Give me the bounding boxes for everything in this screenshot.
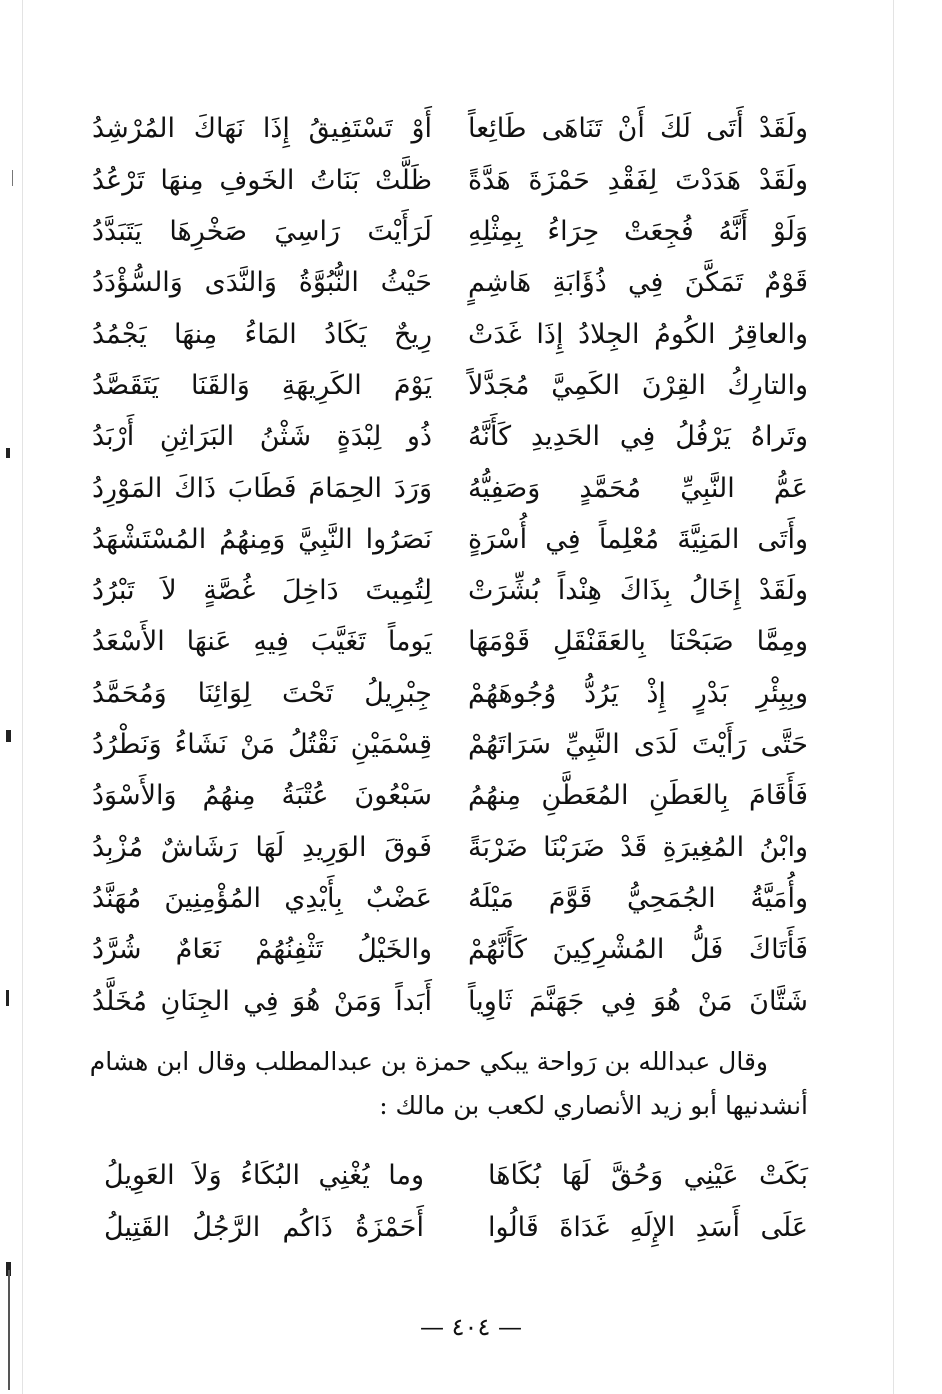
verse-second-hemistich: ذُو لِبْدَةٍ شَثْنُ البَرَاثِنِ أَرْبَدُ	[92, 421, 432, 453]
verse-second-hemistich: يَوْمَ الكَرِيهَةِ وَالقَنَا يَتَقَصَّدُ	[92, 369, 432, 401]
verse-first-hemistich: بَكَتْ عَيْنِي وَحُقَّ لَهَا بُكَاهَا	[488, 1159, 808, 1191]
verse-first-hemistich: شَتَّانَ مَنْ هُوَ فِي جَهَنَّمَ ثَاوِياً	[468, 985, 808, 1017]
verse-second-hemistich: وَرَدَ الحِمَامَ فَطَابَ ذَاكَ المَوْرِدُ	[92, 472, 432, 504]
verse	[92, 463, 808, 514]
verse	[92, 771, 808, 822]
scan-speck	[6, 990, 9, 1006]
poem-hamza	[92, 104, 808, 1027]
verse-second-hemistich: أَوْ تَسْتَفِيقُ إِذَا نَهَاكَ المُرْشِدُ	[92, 113, 432, 145]
verse-first-hemistich: قَوْمٌ تَمَكَّنَ فِي ذُؤَابَةِ هَاشِمٍ	[468, 267, 808, 299]
verse-first-hemistich: وأُمَيَّةُ الجُمَحِيُّ قَوَّمَ مَيْلَهُ	[468, 882, 808, 914]
verse-first-hemistich: ولَقَدْ أَتَى لَكَ أَنْ تَنَاهَى طَائِعاً	[468, 113, 808, 145]
verse-second-hemistich: أَبَداً وَمَنْ هُوَ فِي الجِنَانِ مُخَلَّدُ	[92, 985, 432, 1017]
verse	[92, 720, 808, 771]
verse	[92, 258, 808, 309]
prose-intro	[78, 1040, 808, 1128]
verse-second-hemistich: قِسْمَيْنِ نَقْتُلُ مَنْ نَشَاءُ وَنَطْرُدُ	[92, 729, 432, 761]
verse-first-hemistich: والتارِكُ القِرْنَ الكَمِيَّ مُجَدَّلاً	[468, 369, 808, 401]
verse-second-hemistich: لِتُمِيتَ دَاخِلَ غُصَّةٍ لاَ تَبْرُدُ	[92, 575, 432, 607]
verse-second-hemistich: رِيحٌ يَكَادُ المَاءُ مِنهَا يَجْمُدُ	[92, 318, 432, 350]
verse-second-hemistich: وما يُغْنِي البُكَاءُ وَلاَ العَوِيلُ	[104, 1159, 424, 1191]
verse-second-hemistich: عَضْبٌ بِأَيْدِي المُؤْمِنِينَ مُهَنَّدُ	[92, 882, 432, 914]
verse-second-hemistich: سَبْعُونَ عُتْبَةُ مِنهُمُ وَالأَسْوَدُ	[92, 780, 432, 812]
verse	[92, 873, 808, 924]
verse	[92, 155, 808, 206]
verse-second-hemistich: أَحَمْزَةُ ذَاكُم الرَّجُلُ القَتِيلُ	[104, 1211, 424, 1243]
verse-second-hemistich: نَصَرُوا النَّبِيَّ وَمِنهُمُ المُسْتَشْهَدُ	[92, 523, 432, 555]
verse-first-hemistich: ولَقَدْ هَدَدْتَ لِفَقْدِ حَمْزَةَ هَدَّةً	[468, 164, 808, 196]
verse-first-hemistich: عَمُّ النَّبِيِّ مُحَمَّدٍ وَصَفِيُّهُ	[468, 472, 808, 504]
prose-line: وقال عبدالله بن رَواحة يبكي حمزة بن عبدالمطلب وقال ابن هشام	[89, 1047, 768, 1076]
verse	[92, 309, 808, 360]
page-number: — ٤٠٤ —	[420, 1313, 522, 1341]
verse	[92, 514, 808, 565]
verse-first-hemistich: ولَقَدْ إِخَالُ بِذَاكَ هِنْداً بُشِّرَتْ	[468, 575, 808, 607]
verse-first-hemistich: فَأَقَامَ بِالعَطَنِ المُعَطَّنِ مِنهُمُ	[468, 780, 808, 812]
scan-speck	[6, 448, 10, 458]
scan-fold-line	[893, 0, 894, 1394]
verse	[104, 1202, 808, 1254]
verse-first-hemistich: حَتَّى رَأَيْتَ لَدَى النَّبِيِّ سَرَاتَهُمْ	[468, 729, 808, 761]
verse	[92, 412, 808, 463]
scan-speck	[12, 170, 13, 186]
poem-lament	[104, 1150, 808, 1254]
verse	[92, 925, 808, 976]
verse-second-hemistich: جِبْرِيلُ تَحْتَ لِوَائِنَا وَمُحَمَّدُ	[92, 677, 432, 709]
verse	[92, 617, 808, 668]
verse-second-hemistich: حَيْثُ النُّبُوَّةُ وَالنَّدَى وَالسُّؤْدَدُ	[92, 267, 432, 299]
verse-first-hemistich: وابْنُ المُغِيرَةِ قَدْ ضَرَبْنَا ضَرْبَةً	[468, 831, 808, 863]
verse	[92, 822, 808, 873]
verse	[92, 104, 808, 155]
verse-first-hemistich: ومِمَّا صَبَحْنَا بِالعَقَنْقَلِ قَوْمَهَا	[468, 626, 808, 658]
verse-second-hemistich: ظَلَّتْ بَنَاتُ الخَوفِ مِنهَا تَرْعُدُ	[92, 164, 432, 196]
verse	[104, 1150, 808, 1202]
verse-first-hemistich: وتَراهُ يَرْفُلُ فِي الحَدِيدِ كَأَنَّهُ	[468, 421, 808, 453]
prose-line: أنشدنيها أبو زيد الأنصاري لكعب بن مالك :	[379, 1091, 808, 1120]
verse-first-hemistich: عَلَى أَسَدِ الإِلَهِ غَدَاةَ قَالُوا	[488, 1211, 808, 1243]
verse-second-hemistich: لَرَأَيْتَ رَاسِيَ صَخْرِهَا يَتَبَدَّدُ	[92, 216, 432, 248]
verse-first-hemistich: والعاقِرُ الكُومُ الجِلادُ إِذَا غَدَتْ	[468, 318, 808, 350]
scan-fold-line	[22, 0, 23, 1394]
verse-second-hemistich: يَوماً تَغَيَّبَ فِيهِ عَنهَا الأَسْعَدُ	[92, 626, 432, 658]
verse	[92, 566, 808, 617]
scan-speck	[6, 730, 11, 742]
verse	[92, 360, 808, 411]
verse-second-hemistich: فَوقَ الوَرِيدِ لَهَا رَشَاشٌ مُزْبِدُ	[92, 831, 432, 863]
verse-first-hemistich: وبِبِئْرِ بَدْرٍ إِذْ يَرُدُّ وُجُوهَهُمْ	[468, 677, 808, 709]
verse-first-hemistich: فَأَتَاكَ فَلُّ المُشْرِكِينَ كَأَنَّهُمْ	[468, 934, 808, 966]
verse-second-hemistich: والخَيْلُ تَثْفِنُهُمْ نَعَامٌ شُرَّدُ	[92, 934, 432, 966]
verse-first-hemistich: وأَتَى المَنِيَّةَ مُعْلِماً فِي أُسْرَةٍ	[468, 523, 808, 555]
verse	[92, 976, 808, 1027]
verse	[92, 668, 808, 719]
verse-first-hemistich: وَلَوْ أَنَّهُ فُجِعَتْ حِرَاءُ بِمِثْلِهِ	[468, 216, 808, 248]
verse	[92, 207, 808, 258]
